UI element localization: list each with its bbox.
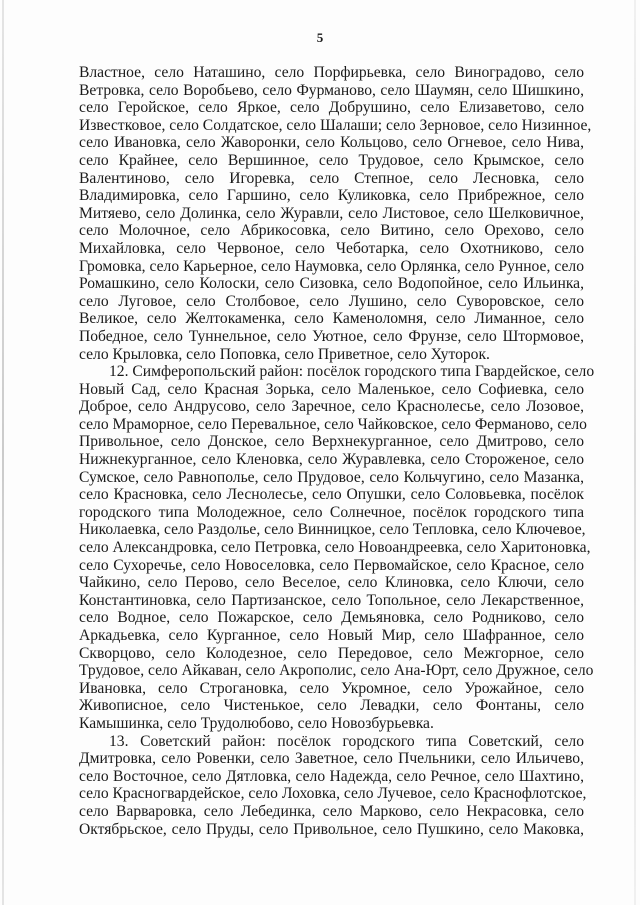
text-line: Великое, село Желтокаменка, село Каменоломня, село Лиманное, село xyxy=(79,310,584,328)
text-line: Трудовое, село Айкаван, село Акрополис, село Ана-Юрт, село Дружное, село xyxy=(79,662,594,680)
text-line: Константиновка, село Партизанское, село Топольное, село Лекарственное, xyxy=(79,591,584,609)
page-number: 5 xyxy=(316,30,324,45)
text-line: Нижнекурганное, село Кленовка, село Журавлевка, село Стороженое, село xyxy=(79,451,584,469)
text-line: Привольное, село Донское, село Верхнекурганное, село Дмитрово, село xyxy=(79,433,584,451)
text-line: село Луговое, село Столбовое, село Лушино, село Суворовское, село xyxy=(79,292,584,310)
text-line: село Мраморное, село Перевальное, село Чайковское, село Ферманово, село xyxy=(79,415,587,433)
text-line: Митяево, село Долинка, село Журавли, село Листовое, село Шелковичное, xyxy=(79,204,584,222)
text-line: 12. Симферопольский район: посёлок городского типа Гвардейское, село xyxy=(109,363,595,381)
text-line: Громовка, село Карьерное, село Наумовка, село Орлянка, село Рунное, село xyxy=(79,257,584,275)
text-line: Живописное, село Чистенькое, село Левадки, село Фонтаны, село xyxy=(79,697,584,715)
text-line: Известковое, село Солдатское, село Шалаши; село Зерновое, село Низинное, xyxy=(79,116,592,134)
text-line: село Александровка, село Петровка, село Новоандреевка, село Харитоновка, xyxy=(79,539,591,557)
text-line: Ветровка, село Воробьево, село Фурманово, село Шаумян, село Шишкино, xyxy=(79,81,584,99)
text-line: село Водное, село Пожарское, село Демьяновка, село Родниково, село xyxy=(79,609,584,627)
text-line: Ромашкино, село Колоски, село Сизовка, село Водопойное, село Ильинка, xyxy=(79,275,584,293)
scan-edge-right xyxy=(634,0,636,905)
text-line: Победное, село Туннельное, село Уютное, село Фрунзе, село Штормовое, xyxy=(79,327,584,345)
text-line: село Восточное, село Дятловка, село Надежда, село Речное, село Шахтино, xyxy=(79,767,584,785)
text-line: 13. Советский район: посёлок городского типа Советский, село xyxy=(109,732,584,750)
text-line: село Варваровка, село Лебединка, село Марково, село Некрасовка, село xyxy=(79,802,584,820)
text-line: село Крыловка, село Поповка, село Приветное, село Хуторок. xyxy=(79,345,490,363)
text-line: городского типа Молодежное, село Солнечное, посёлок городского типа xyxy=(79,503,584,521)
text-line: Николаевка, село Раздолье, село Винницкое, село Тепловка, село Ключевое, xyxy=(79,521,586,539)
text-line: село Красногвардейское, село Лоховка, село Лучевое, село Краснофлотское, xyxy=(79,785,587,803)
text-line: Аркадьевка, село Курганное, село Новый Мир, село Шафранное, село xyxy=(79,627,584,644)
text-line: Новый Сад, село Красная Зорька, село Маленькое, село Софиевка, село xyxy=(79,380,584,398)
text-line: Октябрьское, село Пруды, село Привольное, село Пушкино, село Маковка, xyxy=(79,820,584,838)
text-line: Скворцово, село Колодезное, село Передовое, село Межгорное, село xyxy=(79,644,584,662)
text-line: Сумское, село Равнополье, село Прудовое, село Кольчугино, село Мазанка, xyxy=(79,468,584,486)
text-line: Властное, село Наташино, село Порфирьевка, село Виноградово, село xyxy=(79,64,584,81)
text-line: Камышинка, село Трудолюбово, село Новозбурьевка. xyxy=(79,714,434,732)
text-line: Владимировка, село Гаршино, село Куликовка, село Прибрежное, село xyxy=(79,187,584,205)
text-line: Ивановка, село Строгановка, село Укромное, село Урожайное, село xyxy=(79,679,584,697)
text-line: Чайкино, село Перово, село Веселое, село Клиновка, село Ключи, село xyxy=(79,574,584,592)
text-line: Доброе, село Андрусово, село Заречное, село Краснолесье, село Лозовое, xyxy=(79,398,584,416)
body-text xyxy=(79,64,595,838)
text-line: село Геройское, село Яркое, село Добрушино, село Елизаветово, село xyxy=(79,99,584,117)
text-line: Михайловка, село Червоное, село Чеботарка, село Охотниково, село xyxy=(79,239,584,257)
text-line: село Ивановка, село Жаворонки, село Кольцово, село Огневое, село Нива, xyxy=(79,134,584,152)
text-line: село Молочное, село Абрикосовка, село Витино, село Орехово, село xyxy=(79,222,584,240)
text-line: Дмитровка, село Ровенки, село Заветное, село Пчельники, село Ильичево, xyxy=(79,750,584,768)
text-line: село Крайнее, село Вершинное, село Трудовое, село Крымское, село xyxy=(79,151,584,169)
text-line: село Сухоречье, село Новоселовка, село Первомайское, село Красное, село xyxy=(79,556,584,574)
text-line: село Красновка, село Леснолесье, село Опушки, село Соловьевка, посёлок xyxy=(79,486,584,504)
scan-edge-left xyxy=(2,0,4,905)
text-line: Валентиново, село Игоревка, село Степное, село Лесновка, село xyxy=(79,169,584,187)
